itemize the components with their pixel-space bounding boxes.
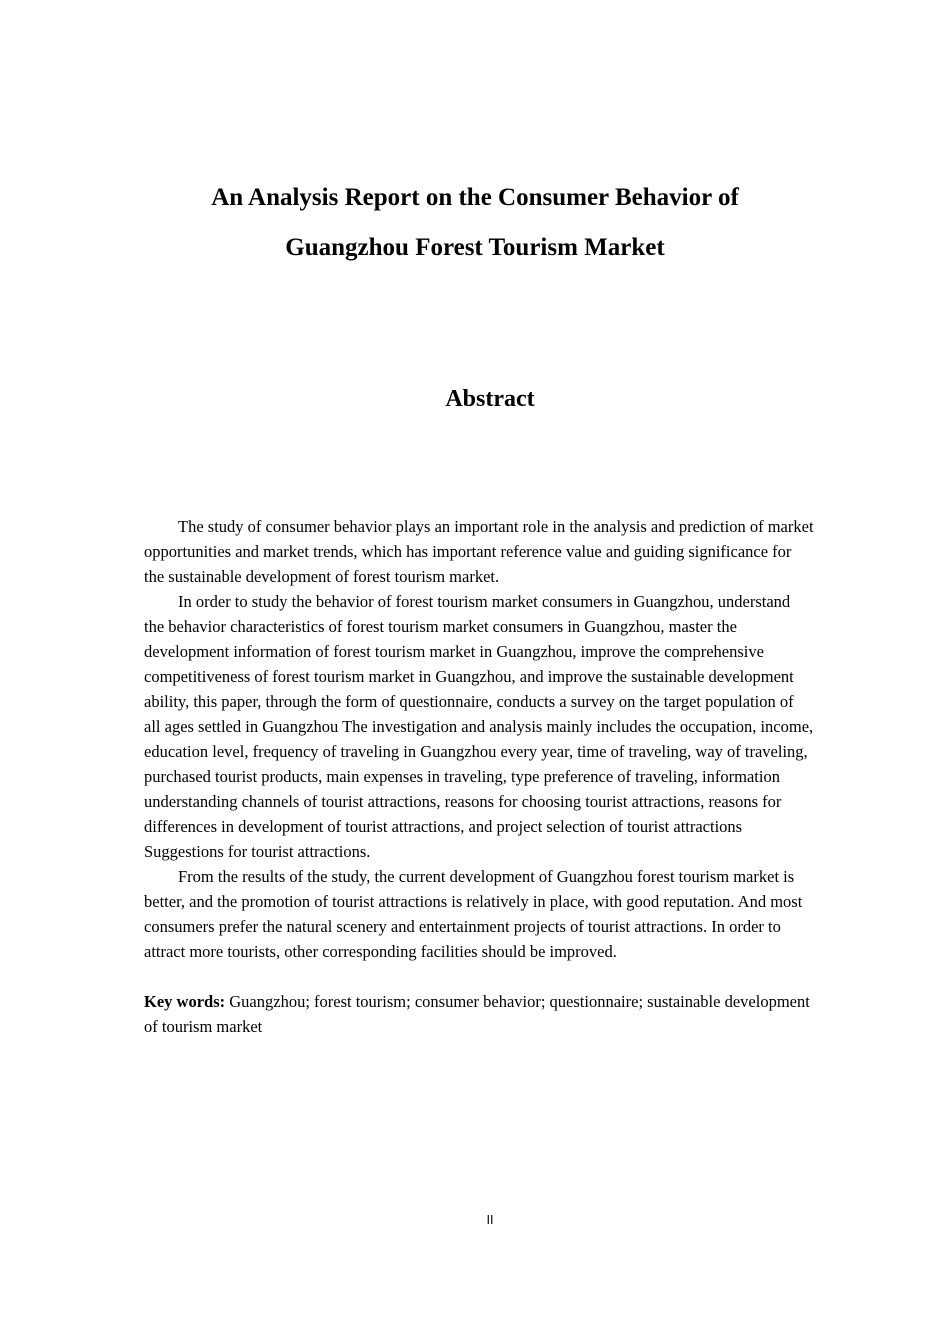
abstract-heading: Abstract [445,386,535,412]
keywords [144,989,814,1039]
abstract-paragraph-3: From the results of the study, the current development of Guangzhou forest tourism market is better, and the promotion of tourist attractions is relatively in place, with good reputation. And most consumers prefer the natural scenery and entertainment projects of tourist attractions. In order to attract more tourists, other corresponding facilities should be improved. [144,867,803,961]
abstract-paragraph-1: The study of consumer behavior plays an important role in the analysis and prediction of market opportunities and market trends, which has important reference value and guiding significance for the sustainable development of forest tourism market. [144,517,814,586]
keywords-label: Key words: [144,992,226,1011]
page-number: II [486,1213,494,1227]
abstract-paragraph-2: In order to study the behavior of forest tourism market consumers in Guangzhou, understand the behavior characteristics of forest tourism market consumers in Guangzhou, master the development information of forest tourism market in Guangzhou, improve the comprehensive competitiveness of forest tourism market in Guangzhou, and improve the sustainable development ability, this paper, through the form of questionnaire, conducts a survey on the target population of all ages settled in Guangzhou The investigation and analysis mainly includes the occupation, income, education level, frequency of traveling in Guangzhou every year, time of traveling, way of traveling, purchased tourist products, main expenses in traveling, type preference of traveling, information understanding channels of tourist attractions, reasons for choosing tourist attractions, reasons for differences in development of tourist attractions, and project selection of tourist attractions Suggestions for tourist attractions. [144,592,814,861]
keywords-text: Guangzhou; forest tourism; consumer behavior; questionnaire; sustainable development of tourism market [144,992,810,1036]
abstract-body [144,514,814,1039]
document-title-line-2: Guangzhou Forest Tourism Market [285,234,665,261]
document-title-line-1: An Analysis Report on the Consumer Behavior of [211,184,739,211]
